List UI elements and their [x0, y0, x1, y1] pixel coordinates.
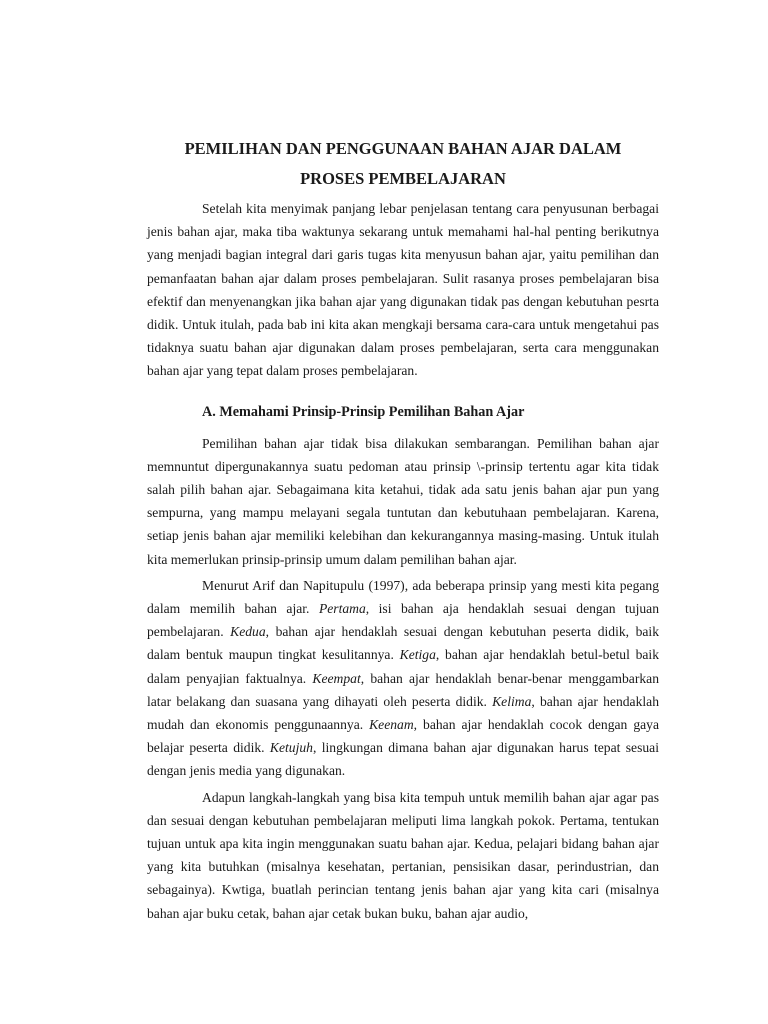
document-body — [147, 134, 659, 925]
title-line-2: PROSES PEMBELAJARAN — [300, 169, 506, 188]
intro-paragraph: Setelah kita menyimak panjang lebar penjelasan tentang cara penyusunan berbagai jenis bahan ajar, maka tiba waktunya sekarang untuk memahami hal-hal penting berikutnya yang menjadi bagian integral dari garis tugas kita menyusun bahan ajar, yaitu pemilihan dan pemanfaatan bahan ajar dalam proses pembelajaran. Sulit rasanya proses pembelajaran bisa efektif dan menyenangkan jika bahan ajar yang digunakan tidak pas dengan kebutuhan pesrta didik. Untuk itulah, pada bab ini kita akan mengkaji bersama cara-cara untuk mengetahui pas tidaknya suatu bahan ajar digunakan dalam proses pembelajaran, serta cara menggunakan bahan ajar yang tepat dalam proses pembelajaran. — [147, 201, 659, 379]
ordinal-keempat: Keempat — [312, 670, 361, 686]
section-a-heading: A. Memahami Prinsip-Prinsip Pemilihan Bahan Ajar — [202, 403, 525, 420]
ordinal-pertama: Pertama — [318, 601, 366, 617]
text-segment: Menurut Arif dan Napitupulu (1997), ada beberapa prinsip yang mesti kita pegang dalam memilih bahan ajar. — [147, 577, 659, 617]
document-title — [147, 134, 659, 194]
ordinal-keenam: Keenam — [369, 717, 414, 733]
ordinal-ketujuh: Ketujuh — [269, 740, 313, 756]
ordinal-kedua: Kedua — [230, 624, 266, 640]
section-a-paragraph-2 — [147, 574, 659, 783]
text-segment: , lingkungan dimana bahan ajar digunakan harus tepat sesuai dengan jenis media yang digunakan. — [147, 740, 659, 779]
title-line-1: PEMILIHAN DAN PENGGUNAAN BAHAN AJAR DALAM — [184, 139, 622, 158]
text-segment: , bahan ajar hendaklah mudah dan ekonomis penggunaannya. — [147, 693, 659, 733]
text-segment: , isi bahan aja hendaklah sesuai dengan tujuan pembelajaran. — [147, 601, 660, 640]
section-a-paragraph-1: Pemilihan bahan ajar tidak bisa dilakukan sembarangan. Pemilihan bahan ajar memnuntut dipergunakannya suatu pedoman atau prinsip \-prinsip tertentu agar kita tidak salah pilih bahan ajar. Sebagaimana kita ketahui, tidak ada satu jenis bahan ajar pun yang sempurna, yang mampu melayani segala tuntutan dan kebutuhaan pembelajaran. Karena, setiap jenis bahan ajar memiliki kelebihan dan kekurangannya masing-masing. Untuk itulah kita memerlukan prinsip-prinsip umum dalam pemilihan bahan ajar. — [147, 435, 659, 567]
text-segment: , bahan ajar hendaklah betul-betul baik dalam penyajian faktualnya. — [147, 647, 660, 686]
text-segment: , bahan ajar hendaklah benar-benar menggambarkan latar belakang dan suasana yang dihayati oleh peserta didik. — [147, 670, 659, 709]
ordinal-ketiga: Ketiga — [399, 647, 436, 663]
text-segment: , bahan ajar hendaklah cocok dengan gaya belajar peserta didik. — [147, 717, 659, 756]
text-segment: , bahan ajar hendaklah sesuai dengan kebutuhan peserta didik, baik dalam bentuk maupun tingkat kesulitannya. — [147, 624, 659, 663]
section-a-paragraph-3: Adapun langkah-langkah yang bisa kita tempuh untuk memilih bahan ajar agar pas dan sesuai dengan kebutuhan pembelajaran meliputi lima langkah pokok. Pertama, tentukan tujuan untuk apa kita ingin menggunakan suatu bahan ajar. Kedua, pelajari bidang bahan ajar yang kita butuhkan (misalnya kesehatan, pertanian, pensisikan dasar, perindustrian, dan sebagainya). Kwtiga, buatlah perincian tentang jenis bahan ajar yang kita cari (misalnya bahan ajar buku cetak, bahan ajar cetak bukan buku, bahan ajar audio, — [147, 789, 659, 921]
ordinal-kelima: Kelima — [492, 693, 532, 709]
